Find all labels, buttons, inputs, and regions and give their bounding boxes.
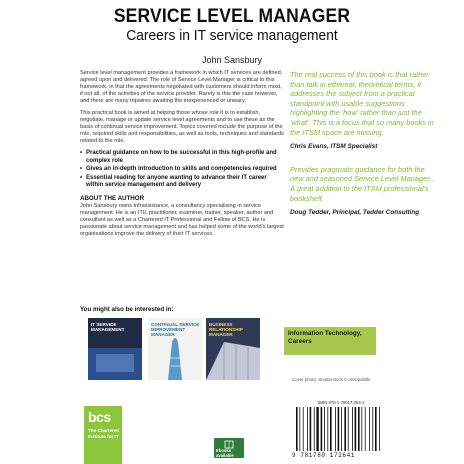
barcode-bar [344,407,346,451]
book-subtitle: Careers in IT service management [126,27,338,44]
quotes-column [290,70,438,231]
related-book-cover[interactable] [206,318,260,380]
related-book-cover[interactable] [148,318,202,380]
intro-paragraph: Service level management provides a framework in which IT services are defined, agreed upon and delivered. The role of Service Level Manager is critical to this framework, in that the agreements negotiated with customers should inform most, if not all, of the activities of the service provider. Rarely is this the case however, and there are many tripwires awaiting the inexperienced or unwary. [80,70,283,104]
related-book-title: CONTINUAL SERVICE IMPROVEMENT MANAGER [151,322,200,337]
barcode-bar [358,407,360,451]
barcode-bars [294,407,382,451]
related-book-title: IT SERVICE MANAGEMENT [91,322,125,332]
barcode-bar [310,407,312,451]
barcode-bar [361,407,362,451]
barcode-bar [299,407,300,451]
barcode-digits: 9 781780 172641 [292,452,356,459]
bullet-mark: • [80,166,83,173]
barcode-bar [348,407,349,451]
cover-credit: Cover photo: Shutterstock © Jezepahills [292,377,371,382]
barcode [290,400,386,462]
barcode-bar [352,407,353,451]
review-attribution: Chris Evans, ITSM Specialist [290,143,378,151]
barcode-bar [379,407,380,451]
bullet-mark: • [80,150,83,156]
barcode-bar [327,407,328,451]
feature-item: • Essential reading for anyone wanting to advance their IT career within service management and delivery [80,174,267,189]
barcode-bar [324,407,325,451]
feature-item: • Practical guidance on how to be successful in this high-profile and complex role [80,150,277,164]
barcode-bar [335,407,336,451]
barcode-bar [365,407,366,451]
barcode-bar [330,407,332,451]
review-quote: The real success of this book is that rather than talk in ethereal, theoretical terms, it addresses the subject from a practical standpoint with usable suggestions highlighting the 'how' rather than just the 'what'. This is a focus that so many books in the ITSM space are missing. [290,70,434,137]
feature-item: • Gives an in-depth introduction to skills and competencies required [80,166,277,173]
review-quote: Provides pragmatic guidance for both the new and seasoned Service Level Manager... A great addition to the ITSM professional's bookshelf. [290,164,436,203]
practical-paragraph: This practical book is aimed at helping those whose role it is to establish, negotiate, manage or update service level agreements and to use these as the basis of continual service improvement. Topics covered include the purpose of the role, required skills and responsibilities, as well as tools, techniques and standards related to the role. [80,110,284,144]
feature-list [80,150,285,190]
publisher-logo [84,406,122,464]
barcode-bar [355,407,357,451]
related-heading: You might also be interested in: [80,306,174,313]
bullet-mark: • [80,174,83,181]
ebooks-badge[interactable] [214,438,244,458]
related-book-cover[interactable] [88,318,142,380]
author-name: John Sansbury [201,55,263,65]
barcode-bar [314,407,315,451]
barcode-bar [372,407,373,451]
book-art-icon [88,318,142,380]
isbn-text: ISBN 978-1-78017-264-1 [317,400,365,405]
bcs-logo: bcs [88,409,111,425]
barcode-bar [316,407,318,451]
tower-art-icon [148,318,202,380]
related-book-title: BUSINESS RELATIONSHIP MANAGER [209,322,243,337]
book-title: SERVICE LEVEL MANAGER [113,6,351,27]
barcode-bar [303,407,304,451]
building-art-icon [206,318,260,380]
barcode-bar [307,407,308,451]
category-label: Information Technology, Careers [284,327,376,355]
publisher-tagline: The Chartered Institute for IT [88,428,120,439]
barcode-bar [341,407,342,451]
header [0,6,464,65]
about-paragraph: John Sansbury owns Infrassistance, a consultancy specialising in service management. He is an ITIL practitioner, examiner, trainer, speaker, author and consultant as well as a Chartered IT Professional and Fellow of BCS. He is passionate about service management and has helped some of the world's largest organisations improve the delivery of their IT services. [80,202,284,237]
about-heading: ABOUT THE AUTHOR [80,194,145,202]
barcode-bar [321,407,323,451]
related-books [88,318,278,380]
barcode-bar [375,407,377,451]
ebooks-label: Ebooks available [216,448,234,458]
barcode-bar [338,407,340,451]
description-column [80,70,285,243]
barcode-bar [296,407,298,451]
review-attribution: Doug Tedder, Principal, Tedder Consulting [290,209,420,217]
barcode-bar [369,407,370,451]
